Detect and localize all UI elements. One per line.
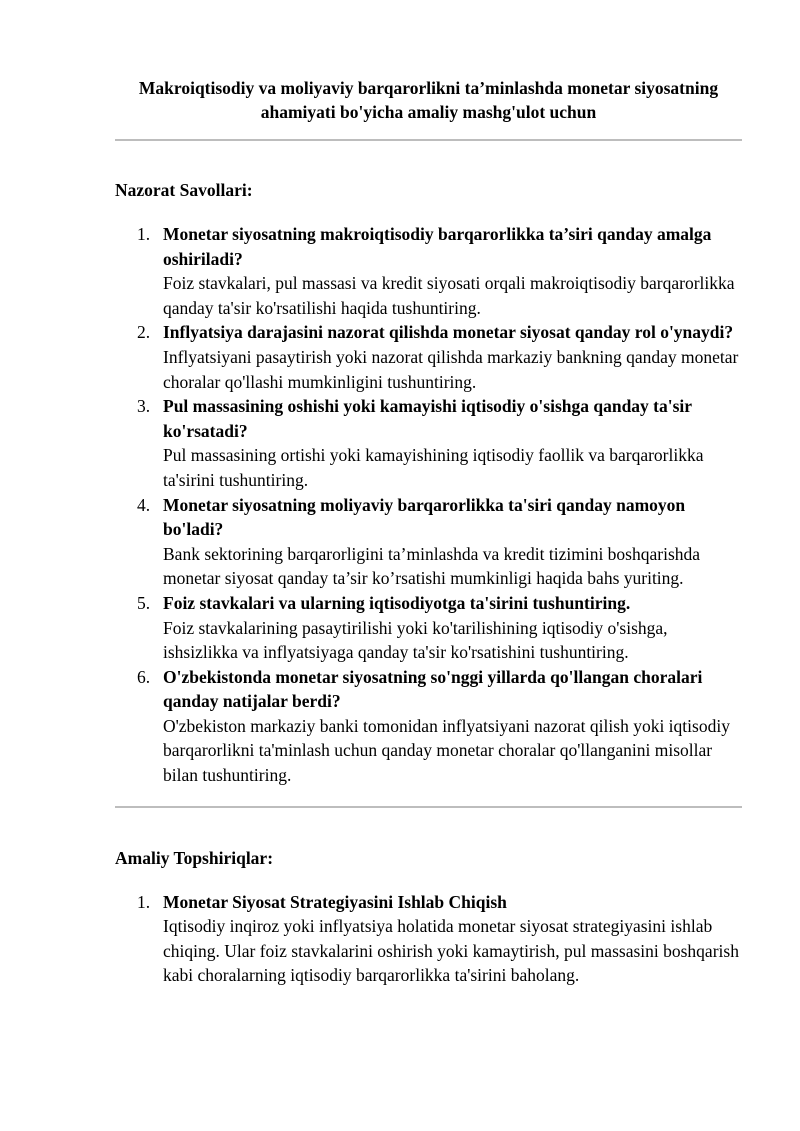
item-number: 1. bbox=[137, 224, 151, 244]
question-description: Pul massasining ortishi yoki kamayishining iqtisodiy faollik va barqarorlikka ta'sirini tushuntiring. bbox=[163, 445, 704, 490]
document-title: Makroiqtisodiy va moliyaviy barqarorlikni ta’minlashda monetar siyosatning ahamiyati bo'yicha amaliy mashg'ulot uchun bbox=[138, 78, 719, 122]
item-number: 1. bbox=[137, 891, 151, 912]
list-item bbox=[115, 394, 742, 492]
item-number: 4. bbox=[137, 494, 151, 515]
section-heading-tasks: Amaliy Topshiriqlar: bbox=[115, 847, 274, 868]
question-description: Foiz stavkalari, pul massasi va kredit siyosati orqali makroiqtisodiy barqarorlikka qanday ta'sir ko'rsatilishi haqida tushuntiring. bbox=[163, 273, 735, 318]
list-item bbox=[115, 890, 742, 988]
list-item bbox=[115, 493, 742, 591]
question-title: Inflyatsiya darajasini nazorat qilishda monetar siyosat qanday rol o'ynaydi? bbox=[163, 322, 734, 343]
item-number: 6. bbox=[137, 666, 151, 687]
section-heading-questions: Nazorat Savollari: bbox=[115, 180, 253, 200]
item-number: 2. bbox=[137, 322, 151, 343]
question-title: Monetar siyosatning moliyaviy barqarorlikka ta'siri qanday namoyon bo'ladi? bbox=[163, 494, 686, 540]
list-item bbox=[115, 591, 742, 665]
question-description: Inflyatsiyani pasaytirish yoki nazorat qilishda markaziy bankning qanday monetar choralar qo'llashi mumkinligini tushuntiring. bbox=[163, 346, 739, 392]
questions-list bbox=[115, 222, 742, 788]
divider bbox=[115, 806, 742, 808]
task-title: Monetar Siyosat Strategiyasini Ishlab Chiqish bbox=[163, 891, 507, 912]
question-title: Pul massasining oshishi yoki kamayishi iqtisodiy o'sishga qanday ta'sir ko'rsatadi? bbox=[163, 396, 692, 441]
tasks-list bbox=[115, 890, 742, 988]
document-page bbox=[115, 0, 742, 988]
question-title: Foiz stavkalari va ularning iqtisodiyotga ta'sirini tushuntiring. bbox=[163, 592, 631, 613]
task-description: Iqtisodiy inqiroz yoki inflyatsiya holatida monetar siyosat strategiyasini ishlab chiqing. Ular foiz stavkalarini oshirish yoki kamaytirish, pul massasini boshqarish kabi choralarning iqtisodiy barqarorlikka ta'sirini baholang. bbox=[163, 916, 739, 986]
item-number: 3. bbox=[137, 396, 151, 417]
item-number: 5. bbox=[137, 592, 151, 613]
divider bbox=[115, 139, 742, 141]
list-item bbox=[115, 320, 742, 394]
list-item bbox=[115, 665, 742, 788]
question-description: O'zbekiston markaziy banki tomonidan inflyatsiyani nazorat qilish yoki iqtisodiy barqarorlikni ta'minlash uchun qanday monetar choralar qo'llanganini misollar bilan tushuntiring. bbox=[163, 715, 730, 786]
question-description: Bank sektorining barqarorligini ta’minlashda va kredit tizimini boshqarishda monetar siyosat qanday ta’sir ko’rsatishi mumkinligi haqida bahs yuriting. bbox=[163, 543, 701, 589]
question-title: O'zbekistonda monetar siyosatning so'nggi yillarda qo'llangan choralari qanday natijalar berdi? bbox=[163, 666, 703, 712]
question-description: Foiz stavkalarining pasaytirilishi yoki ko'tarilishining iqtisodiy o'sishga, ishsizlikka va inflyatsiyaga qanday ta'sir ko'rsatishini tushuntiring. bbox=[163, 617, 668, 663]
question-title: Monetar siyosatning makroiqtisodiy barqarorlikka ta’siri qanday amalga oshiriladi? bbox=[163, 224, 712, 269]
list-item bbox=[115, 222, 742, 320]
